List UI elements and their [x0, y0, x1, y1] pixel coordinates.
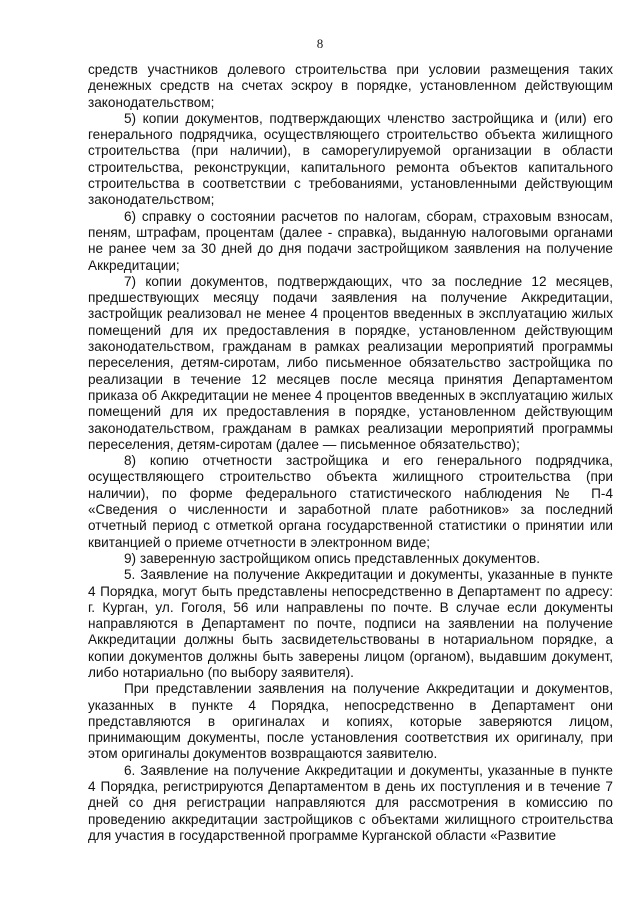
paragraph-item-6: 6) справку о состоянии расчетов по налогам, сборам, страховым взносам, пеням, штрафам, процентам (далее - справка), выданную налоговыми органами не ранее чем за 30 дней до дня подачи застройщиком заявления на получение Аккредитации; — [88, 208, 613, 273]
page-number: 8 — [316, 36, 324, 51]
paragraph-clause-5-continued: При представлении заявления на получение Аккредитации и документов, указанных в пункте 4 Порядка, непосредственно в Департамент они представляются в оригиналах и копиях, которые заверяются лицом, принимающим документы, после установления соответствия их оригиналу, при этом оригиналы документов возвращаются заявителю. — [88, 681, 613, 762]
paragraph-continuation: средств участников долевого строительства при условии размещения таких денежных средств на счетах эскроу в порядке, установленном действующим законодательством; — [88, 62, 613, 110]
paragraph-item-7: 7) копии документов, подтверждающих, что за последние 12 месяцев, предшествующих месяцу подачи заявления на получение Аккредитации, застройщик реализовал не менее 4 процентов введенных в эксплуатацию жилых помещений для их предоставления в порядке, установленном действующим законодательством, гражданам в рамках реализации мероприятий программы переселения, детям-сиротам, либо письменное обязательство застройщика по реализации в течение 12 месяцев после месяца принятия Департаментом приказа об Аккредитации не менее 4 процентов введенных в эксплуатацию жилых помещений для их предоставления в порядке, установленном действующим законодательством, гражданам в рамках реализации мероприятий программы переселения, детям-сиротам (далее — письменное обязательство); — [88, 273, 613, 452]
paragraph-item-9: 9) заверенную застройщиком опись представленных документов. — [124, 550, 541, 566]
paragraph-item-5: 5) копии документов, подтверждающих членство застройщика и (или) его генерального подрядчика, осуществляющего строительство объекта жилищного строительства (при наличии), в саморегулируемой организации в области строительства, реконструкции, капитального ремонта объектов капитального строительства в соответствии с требованиями, установленными действующим законодательством; — [88, 110, 613, 208]
paragraph-item-8: 8) копию отчетности застройщика и его генерального подрядчика, осуществляющего строительство объекта жилищного строительства (при наличии), по форме федерального статистического наблюдения № П-4 «Сведения о численности и заработной плате работников» за последний отчетный период с отметкой органа государственной статистики о принятии или квитанцией о приеме отчетности в электронном виде; — [88, 453, 613, 550]
paragraph-clause-5: 5. Заявление на получение Аккредитации и документы, указанные в пункте 4 Порядка, могут быть представлены непосредственно в Департамент по адресу: г. Курган, ул. Гоголя, 56 или направлены по почте. В случае если документы направляются в Департамент по почте, подписи на заявлении на получение Аккредитации должны быть засвидетельствованы в нотариальном порядке, а копии документов должны быть заверены лицом (органом), выдавшим документ, либо нотариально (по выбору заявителя). — [88, 567, 613, 680]
document-body — [88, 62, 613, 844]
paragraph-clause-6: 6. Заявление на получение Аккредитации и документы, указанные в пункте 4 Порядка, регистрируются Департаментом в день их поступления и в течение 7 дней со дня регистрации направляются для рассмотрения в комиссию по проведению аккредитации застройщиков с объектами жилищного строительства для участия в государственной программе Курганской области «Развитие — [88, 762, 613, 843]
